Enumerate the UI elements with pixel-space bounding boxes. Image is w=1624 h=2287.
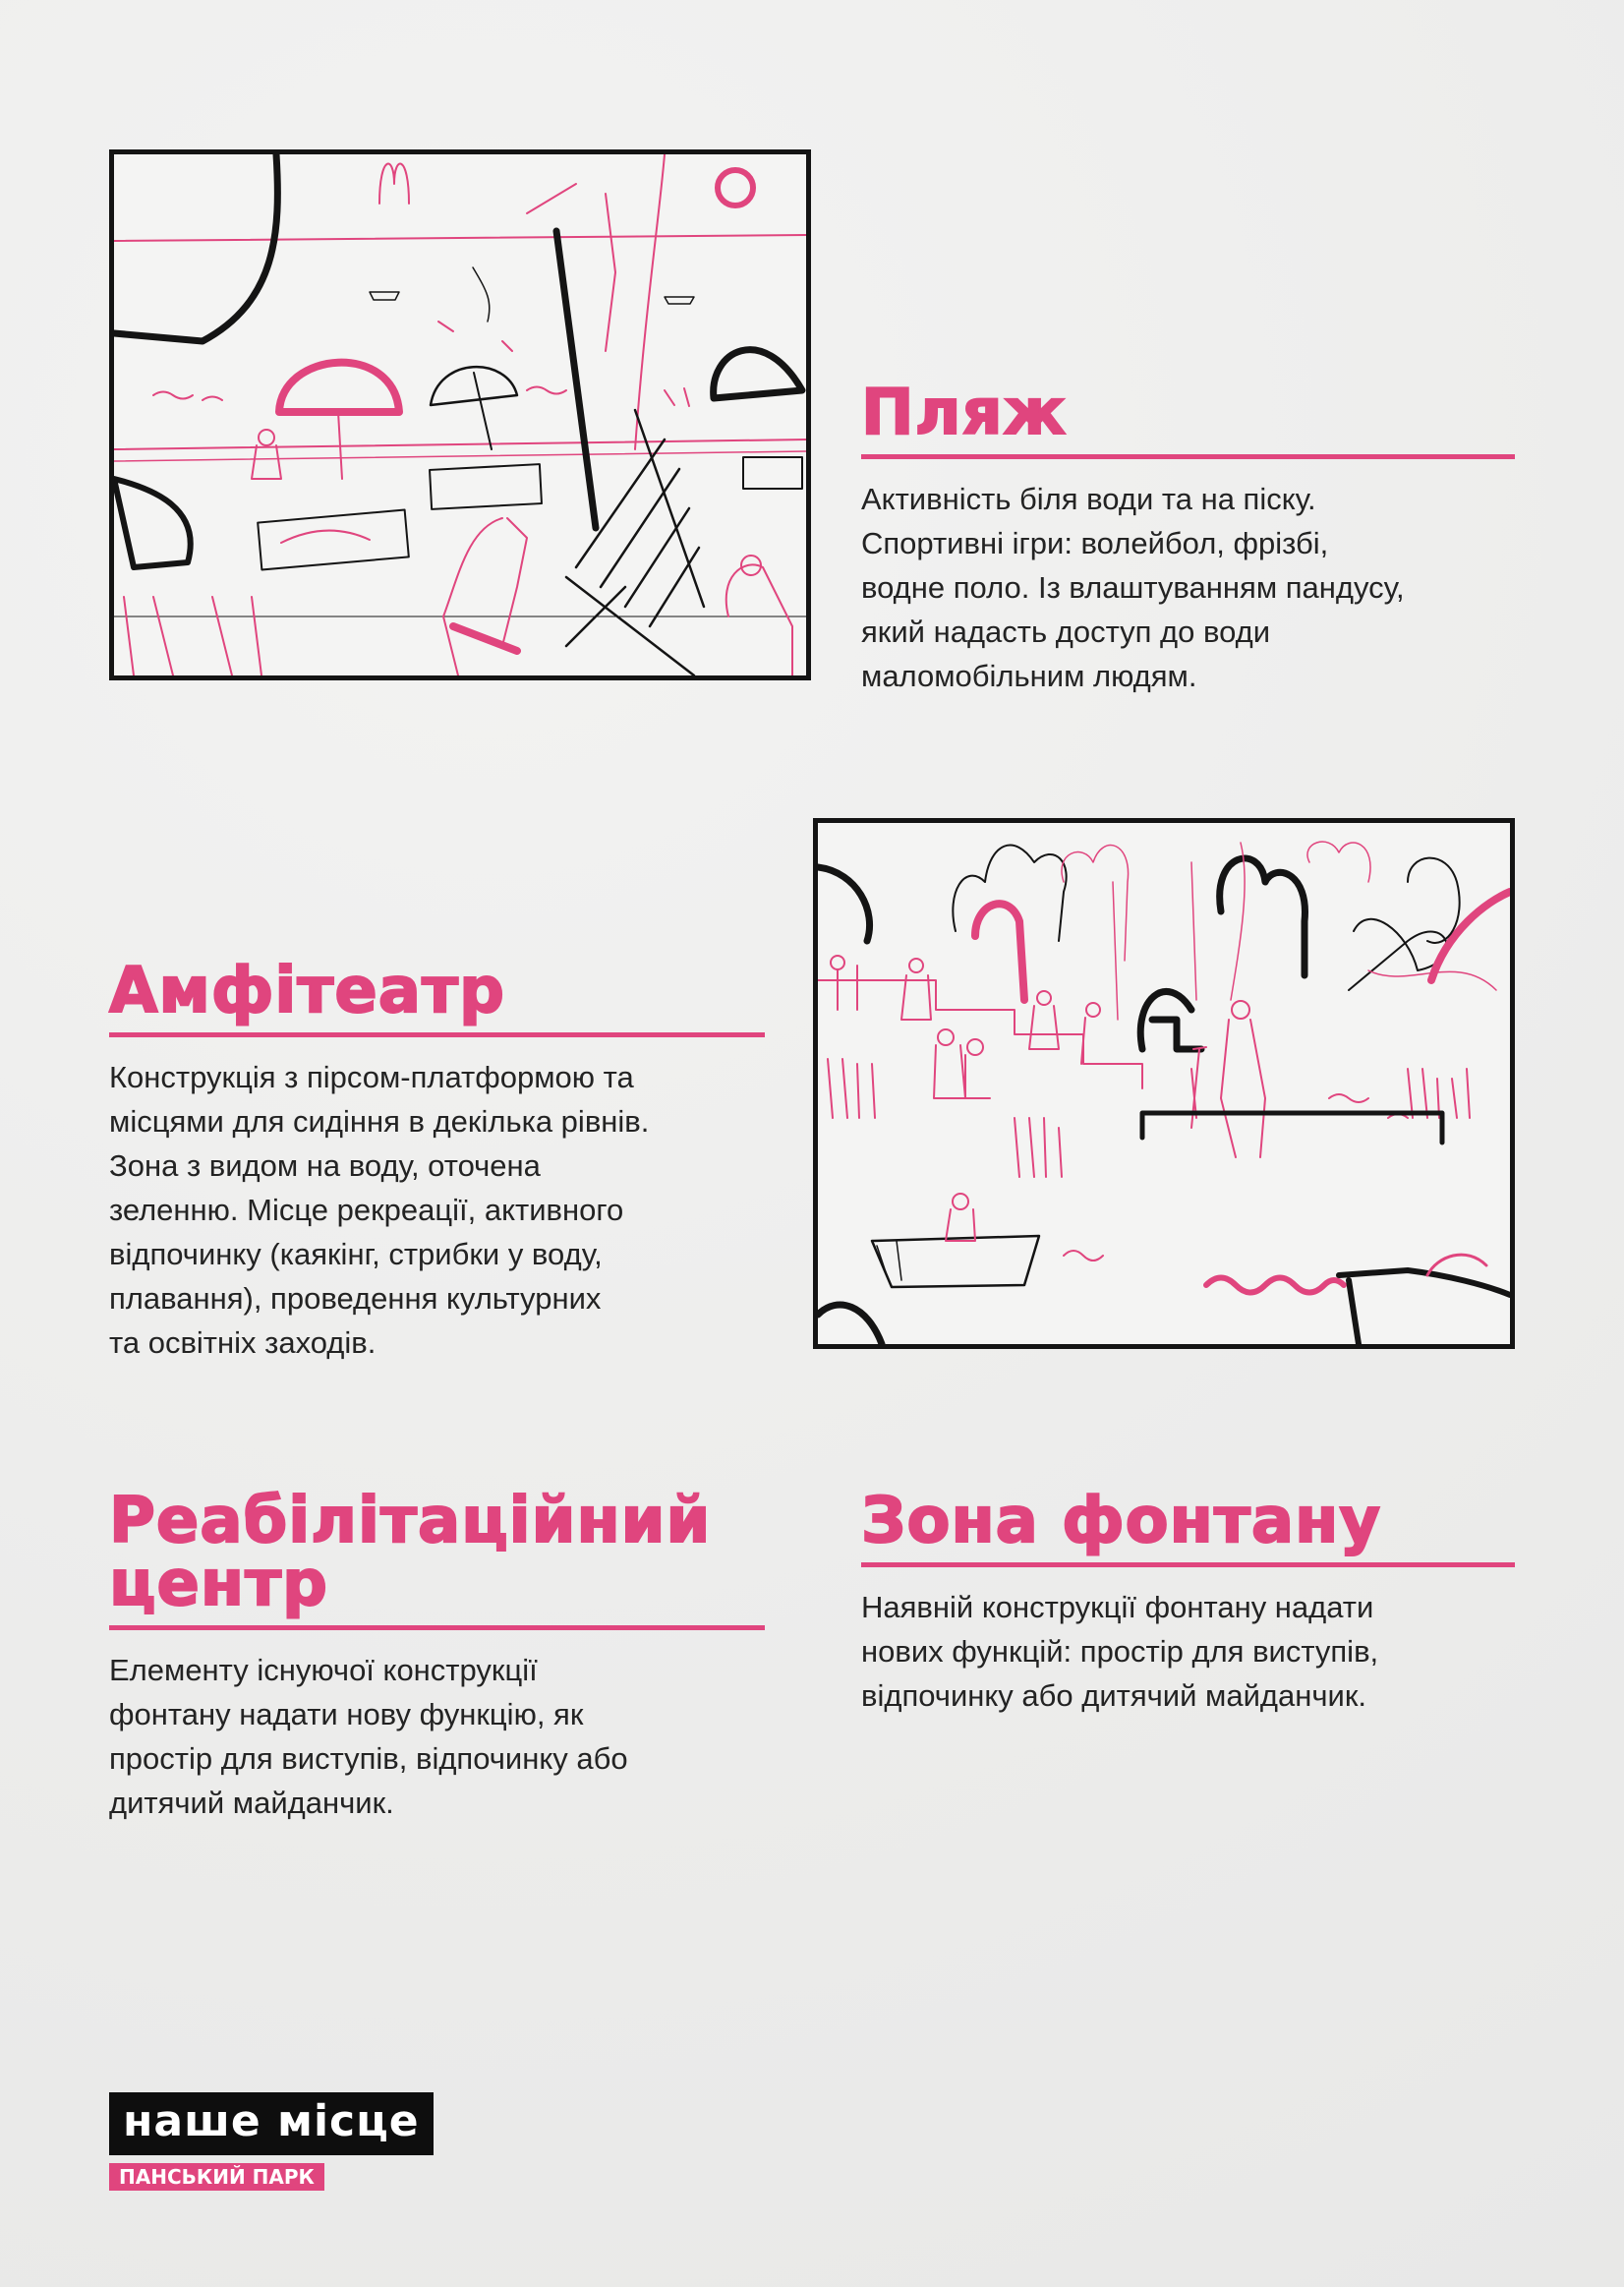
section-description xyxy=(109,1648,765,1825)
text-line: Наявній конструкції фонтану надати xyxy=(861,1590,1374,1624)
title-underline xyxy=(109,1032,765,1037)
text-line: водне поло. Із влаштуванням пандусу, xyxy=(861,570,1405,605)
text-line: Спортивні ігри: волейбол, фрізбі, xyxy=(861,526,1329,560)
section-title: Амфітеатр xyxy=(109,955,505,1027)
section-description xyxy=(861,477,1515,698)
text-line: простір для виступів, відпочинку або xyxy=(109,1741,628,1776)
text-line: дитячий майданчик. xyxy=(109,1786,394,1820)
amphitheatre-illustration xyxy=(813,818,1515,1349)
brand-logo xyxy=(109,2092,434,2191)
title-line: центр xyxy=(109,1548,328,1620)
text-line: місцями для сидіння в декілька рівнів. xyxy=(109,1104,650,1139)
section-title: Зона фонтану xyxy=(861,1485,1382,1557)
text-line: Конструкція з пірсом-платформою та xyxy=(109,1060,634,1094)
section-description xyxy=(861,1585,1515,1718)
title-line: Реабілітаційний xyxy=(109,1485,712,1557)
text-line: фонтану надати нову функцію, як xyxy=(109,1697,584,1731)
section-description xyxy=(109,1055,765,1365)
title-underline xyxy=(109,1625,765,1630)
text-line: зеленню. Місце рекреації, активного xyxy=(109,1193,624,1227)
amphitheatre-section xyxy=(109,955,765,1365)
beach-section xyxy=(861,377,1515,698)
text-line: Активність біля води та на піску. xyxy=(861,482,1316,516)
text-line: та освітніх заходів. xyxy=(109,1325,377,1360)
text-line: маломобільним людям. xyxy=(861,659,1197,693)
text-line: плавання), проведення культурних xyxy=(109,1281,602,1316)
title-underline xyxy=(861,454,1515,459)
text-line: відпочинку або дитячий майданчик. xyxy=(861,1678,1366,1713)
section-title xyxy=(109,1485,765,1620)
title-underline xyxy=(861,1562,1515,1567)
text-line: Елементу існуючої конструкції xyxy=(109,1653,538,1687)
text-line: який надасть доступ до води xyxy=(861,615,1271,649)
logo-subtitle: ПАНСЬКИЙ ПАРК xyxy=(109,2163,324,2191)
text-line: нових функцій: простір для виступів, xyxy=(861,1634,1379,1669)
fountain-zone-section xyxy=(861,1485,1515,1718)
text-line: Зона з видом на воду, оточена xyxy=(109,1148,541,1183)
text-line: відпочинку (каякінг, стрибки у воду, xyxy=(109,1237,603,1271)
beach-illustration xyxy=(109,149,811,680)
logo-main-text: наше місце xyxy=(109,2092,434,2155)
section-title: Пляж xyxy=(861,377,1068,449)
rehab-center-section xyxy=(109,1485,765,1825)
